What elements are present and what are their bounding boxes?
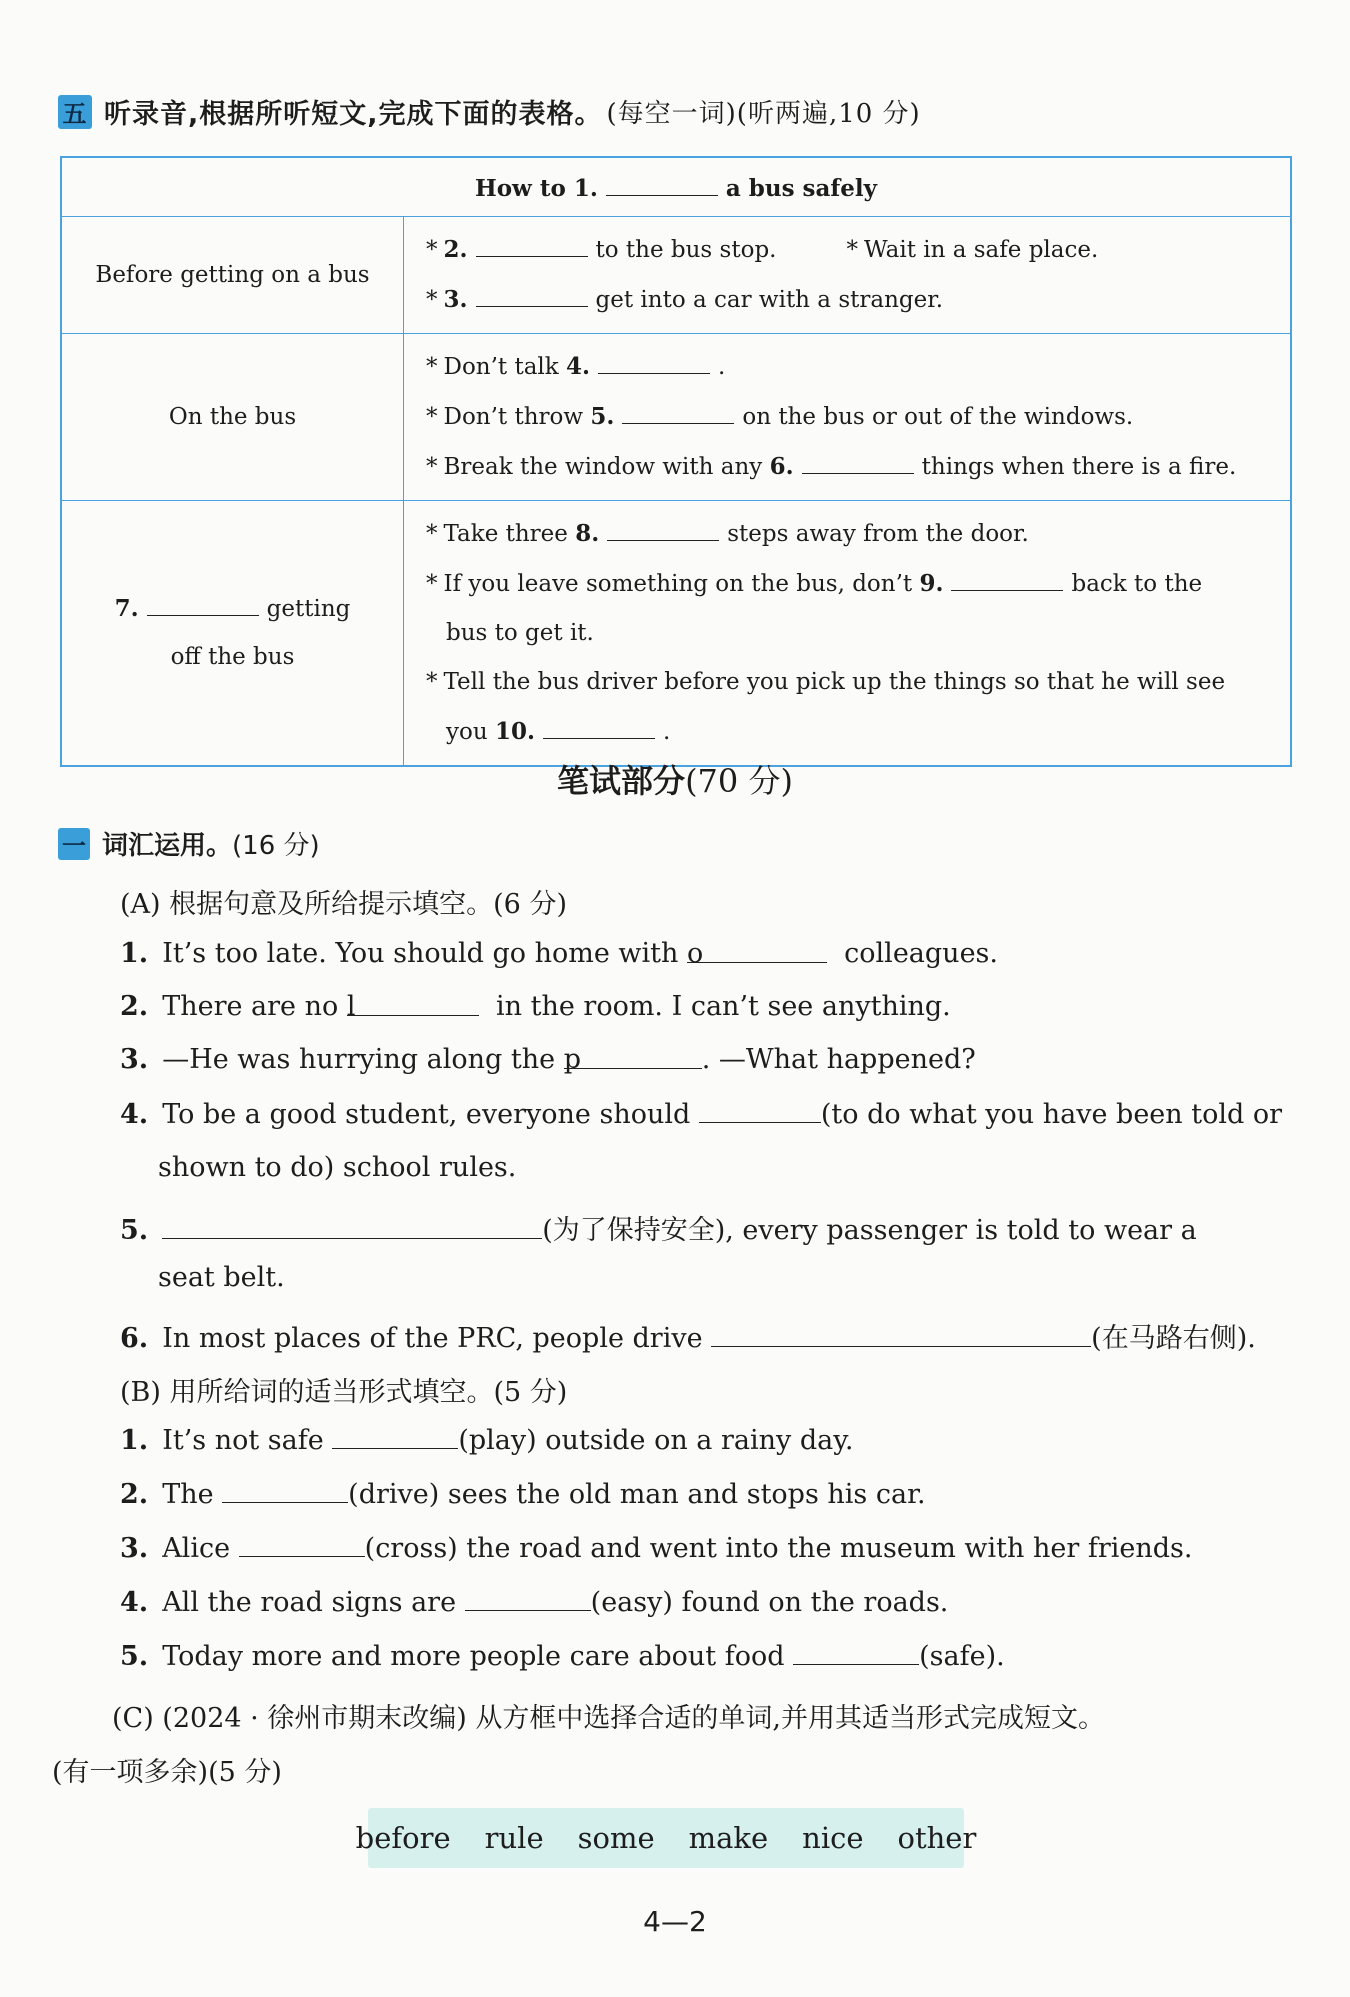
- answer-blank[interactable]: [951, 568, 1063, 591]
- question-a3: 3. —He was hurrying along the p . —What happened?: [120, 1044, 976, 1075]
- answer-blank[interactable]: [147, 593, 259, 616]
- question-a2: 2. There are no l in the room. I can’t see anything.: [120, 991, 951, 1022]
- question-a1: 1. It’s too late. You should go home with o colleagues.: [120, 938, 998, 969]
- question-a4: 4. To be a good student, everyone should (to do what you have been told or: [120, 1099, 1283, 1130]
- answer-blank[interactable]: [332, 1424, 458, 1449]
- word-option: make: [688, 1821, 769, 1855]
- question-b3: 3. Alice (cross) the road and went into the museum with her friends.: [120, 1533, 1193, 1564]
- answer-blank[interactable]: [476, 234, 588, 257]
- answer-blank[interactable]: [607, 518, 719, 541]
- answer-blank[interactable]: [606, 173, 718, 196]
- table-header: How to 1. a bus safely: [61, 157, 1291, 217]
- row-content-before: * 2. to the bus stop. * Wait in a safe place. * 3. get into a car with a stranger.: [404, 217, 1292, 334]
- word-option: rule: [484, 1821, 544, 1855]
- page-number: 4—2: [643, 1905, 707, 1938]
- answer-blank[interactable]: [465, 1586, 591, 1611]
- part-b-title: (B) 用所给词的适当形式填空。(5 分): [120, 1377, 568, 1408]
- question-a5: 5. (为了保持安全), every passenger is told to wear a: [120, 1215, 1197, 1246]
- section-note: (每空一词)(听两遍,10 分): [606, 99, 921, 129]
- word-option: some: [577, 1821, 655, 1855]
- answer-blank[interactable]: [699, 1098, 821, 1123]
- section-badge: 五: [58, 95, 92, 129]
- question-b4: 4. All the road signs are (easy) found on the roads.: [120, 1587, 949, 1618]
- question-b2: 2. The (drive) sees the old man and stops his car.: [120, 1479, 926, 1510]
- question-a6: 6. In most places of the PRC, people drive (在马路右侧).: [120, 1323, 1256, 1354]
- question-b5: 5. Today more and more people care about food (safe).: [120, 1641, 1005, 1672]
- answer-blank[interactable]: [543, 716, 655, 739]
- answer-blank[interactable]: [622, 401, 734, 424]
- answer-blank[interactable]: p: [564, 1044, 702, 1069]
- row-label-on-bus: On the bus: [61, 334, 404, 501]
- answer-blank[interactable]: [598, 351, 710, 374]
- section-five-title: [58, 92, 921, 131]
- word-option: nice: [802, 1821, 864, 1855]
- vocab-section-title: 一 词汇运用。 (16 分): [58, 825, 320, 862]
- listening-table: [60, 156, 1292, 767]
- answer-blank[interactable]: [476, 284, 588, 307]
- written-part-title: 笔试部分(70 分): [557, 762, 793, 800]
- word-option: before: [355, 1821, 451, 1855]
- row-label-after: 7. getting off the bus: [61, 501, 404, 767]
- section-badge: 一: [58, 828, 90, 860]
- part-c-title: (C) (2024 · 徐州市期末改编) 从方框中选择合适的单词,并用其适当形式完成短文。: [112, 1703, 1106, 1734]
- answer-blank[interactable]: [802, 451, 914, 474]
- answer-blank[interactable]: o: [687, 938, 827, 963]
- answer-blank[interactable]: [793, 1640, 919, 1665]
- row-label-before: Before getting on a bus: [61, 217, 404, 334]
- word-bank: [355, 1808, 977, 1868]
- section-instruction: 听录音,根据所听短文,完成下面的表格。: [104, 99, 603, 130]
- part-a-title: (A) 根据句意及所给提示填空。(6 分): [120, 889, 567, 920]
- answer-blank[interactable]: l: [347, 991, 479, 1016]
- row-content-after: * Take three 8. steps away from the door. * If you leave something on the bus, don’t 9. back to the bus to get it. * Tell the bus driver before you pick up the things so that he will see you 10. .: [404, 501, 1292, 767]
- answer-blank[interactable]: [711, 1322, 1091, 1347]
- answer-blank[interactable]: [222, 1478, 348, 1503]
- answer-blank[interactable]: [162, 1214, 542, 1239]
- row-content-on-bus: * Don’t talk 4. . * Don’t throw 5. on the bus or out of the windows. * Break the window with any 6. things when there is a fire.: [404, 334, 1292, 501]
- answer-blank[interactable]: [239, 1532, 365, 1557]
- part-c-note: (有一项多余)(5 分): [52, 1757, 282, 1788]
- question-b1: 1. It’s not safe (play) outside on a rainy day.: [120, 1425, 854, 1456]
- word-option: other: [897, 1821, 977, 1855]
